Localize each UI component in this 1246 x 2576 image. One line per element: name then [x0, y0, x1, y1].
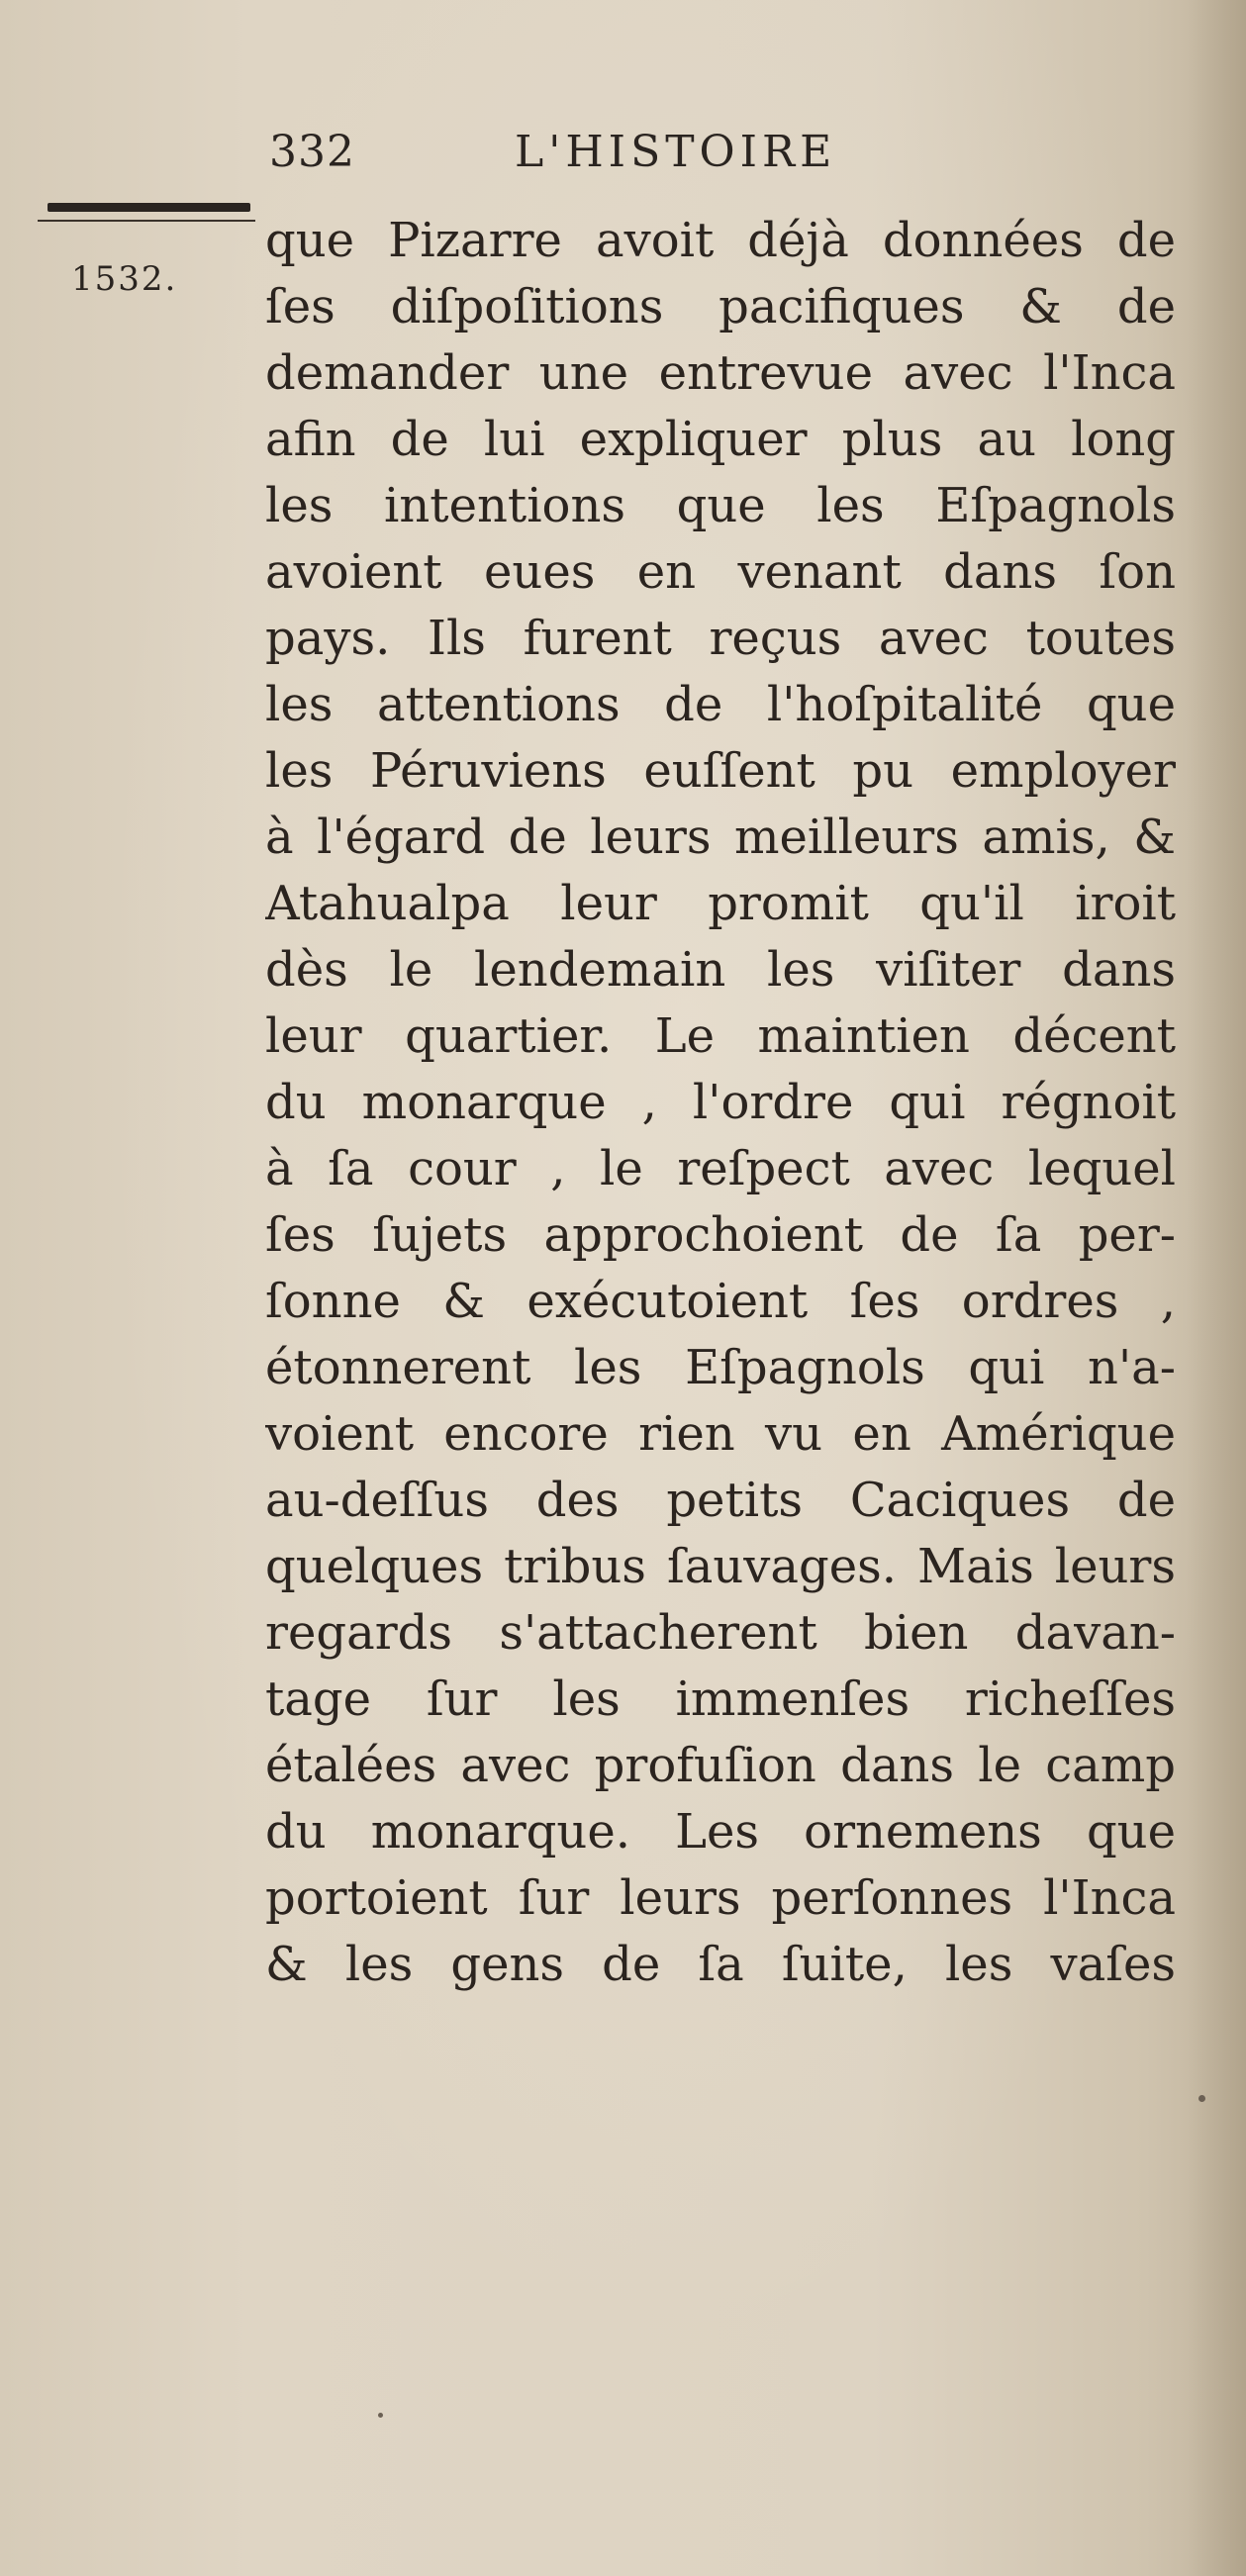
text-line: ſes ſujets approchoient de ſa per- [265, 1207, 1176, 1263]
text-line: afin de lui expliquer plus au long [265, 412, 1176, 467]
body-text [265, 208, 1176, 1998]
text-line: leur quartier. Le maintien décent [265, 1008, 1176, 1064]
paper-speck [378, 2413, 383, 2418]
header-rule-thin [38, 220, 255, 222]
running-title: L'HISTOIRE [515, 127, 837, 177]
text-line: voient encore rien vu en Amérique [265, 1406, 1176, 1462]
text-line: du monarque. Les ornemens que [265, 1804, 1176, 1860]
text-line: les intentions que les Eſpagnols [265, 478, 1176, 533]
header-rule [48, 203, 250, 212]
text-line: les Péruviens euſſent pu employer [265, 743, 1176, 799]
text-line: les attentions de l'hoſpitalité que [265, 677, 1176, 732]
text-line: pays. Ils furent reçus avec toutes [265, 611, 1176, 666]
text-line: étonnerent les Eſpagnols qui n'a- [265, 1340, 1176, 1395]
text-line: à l'égard de leurs meilleurs amis, & [265, 810, 1176, 865]
text-line: demander une entrevue avec l'Inca [265, 345, 1176, 401]
page-number: 332 [269, 127, 355, 177]
text-line: du monarque , l'ordre qui régnoit [265, 1075, 1176, 1130]
text-line: ſonne & exécutoient ſes ordres , [265, 1274, 1176, 1329]
text-line: dès le lendemain les viſiter dans [265, 942, 1176, 998]
text-line: portoient ſur leurs perſonnes l'Inca [265, 1870, 1176, 1926]
page-edge-shadow [1187, 0, 1246, 2576]
text-line: que Pizarre avoit déjà données de [265, 213, 1176, 268]
paper-speck [1198, 2095, 1205, 2102]
margin-note-year: 1532. [71, 259, 178, 299]
text-line: regards s'attacherent bien davan- [265, 1605, 1176, 1661]
text-line: avoient eues en venant dans ſon [265, 544, 1176, 600]
text-line: ſes diſpoſitions pacifiques & de [265, 279, 1176, 334]
text-line: à ſa cour , le reſpect avec lequel [265, 1141, 1176, 1196]
page-header [269, 127, 1160, 186]
text-line: quelques tribus ſauvages. Mais leurs [265, 1539, 1176, 1594]
text-line: tage ſur les immenſes richeſſes [265, 1671, 1176, 1727]
text-line: Atahualpa leur promit qu'il iroit [265, 876, 1176, 931]
text-line: au-deſſus des petits Caciques de [265, 1473, 1176, 1528]
text-line: étalées avec profuſion dans le camp [265, 1738, 1176, 1793]
text-line: & les gens de ſa ſuite, les vaſes [265, 1937, 1176, 1992]
